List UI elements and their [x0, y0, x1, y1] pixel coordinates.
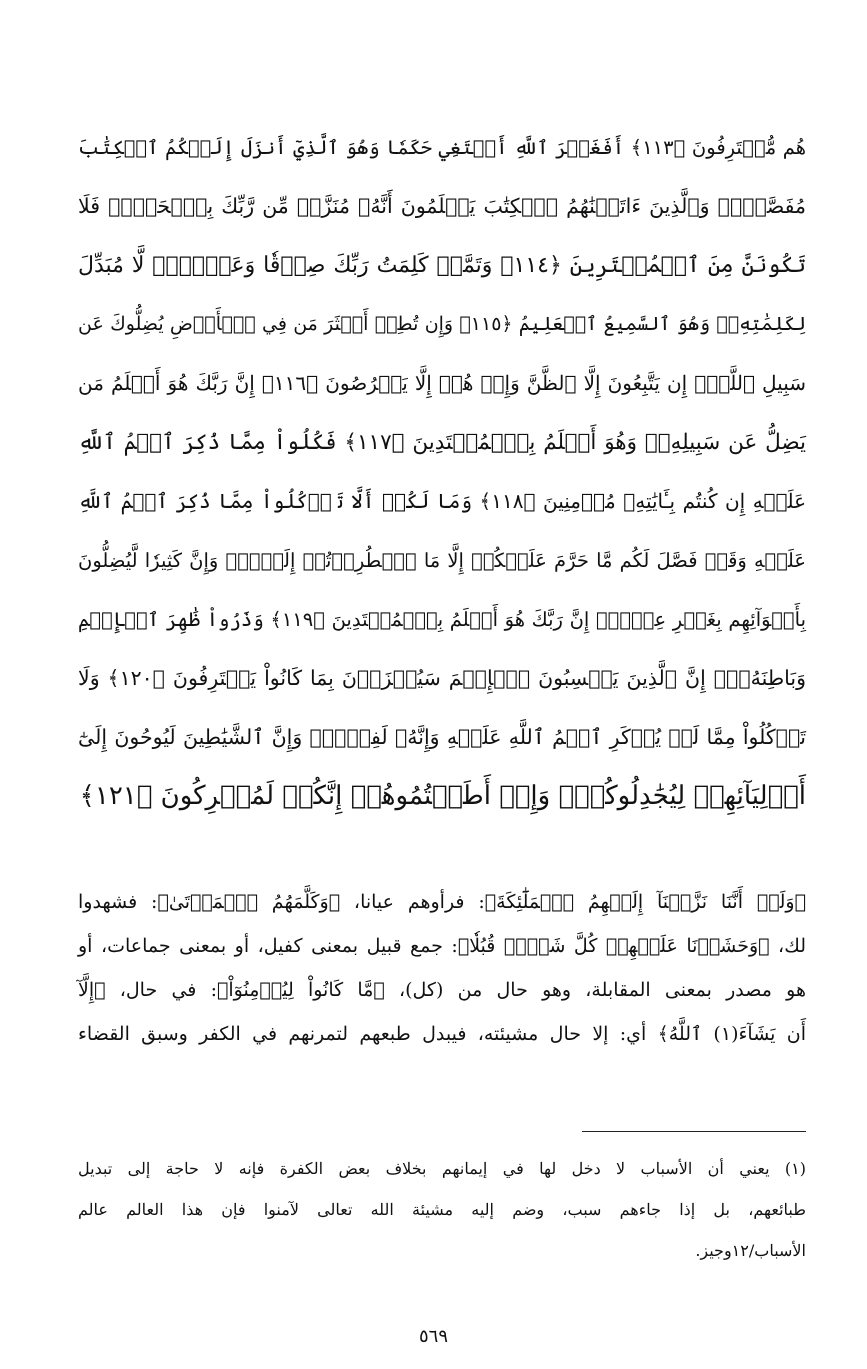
quran-line: مُفَصَّلٗاۚ وَٱلَّذِينَ ءَاتَيۡنَٰهُمُ ٱلۡكِتَٰبَ يَعۡلَمُونَ أَنَّهُۥ مُنَزَّلٞ مِّن رَّبِّكَ بِٱلۡحَقِّۖ فَلَا — [78, 194, 806, 218]
quran-line: عَلَيۡهِ وَقَدۡ فَصَّلَ لَكُم مَّا حَرَّمَ عَلَيۡكُمۡ إِلَّا مَا ٱضۡطُرِرۡتُمۡ إِلَيۡهِۗ وَإِنَّ كَثِيرٗا لَّيُضِلُّونَ — [78, 549, 806, 572]
footnote-line: الأسباب/١٢وجيز. — [695, 1241, 806, 1260]
quran-line: عَلَيۡهِ إِن كُنتُم بِـَٔايَٰتِهِۦ مُؤۡمِنِينَ ﴿١١٨﴾ وَمَا لَكُمۡ أَلَّا تَأۡكُلُواْ مِمَّا ذُكِرَ ٱسۡمُ ٱللَّهِ — [78, 489, 806, 513]
quran-line: تَأۡكُلُواْ مِمَّا لَمۡ يُذۡكَرِ ٱسۡمُ ٱللَّهِ عَلَيۡهِ وَإِنَّهُۥ لَفِسۡقٞۗ وَإِنَّ ٱلشَّيَٰطِينَ لَيُوحُونَ إِلَىٰٓ — [78, 725, 806, 749]
quran-line: يَضِلُّ عَن سَبِيلِهِۦۖ وَهُوَ أَعۡلَمُ بِٱلۡمُهۡتَدِينَ ﴿١١٧﴾ فَكُلُواْ مِمَّا ذُكِرَ ٱسۡمُ ٱللَّهِ — [78, 430, 806, 455]
commentary-line: ﴿وَلَوۡ أَنَّنَا نَزَّلۡنَآ إِلَيۡهِمُ ٱلۡمَلَٰٓئِكَةَ﴾: فرأوهم عيانا، ﴿وَكَلَّمَهُمُ ٱلۡمَوۡتَىٰ﴾: فشهدوا — [78, 891, 806, 913]
commentary-line: هو مصدر بمعنى المقابلة، وهو حال من (كل)، ﴿مَّا كَانُواْ لِيُؤۡمِنُوٓاْ﴾: في حال، ﴿إِلَّآ — [78, 979, 806, 1001]
quran-line: سَبِيلِ ٱللَّهِۚ إِن يَتَّبِعُونَ إِلَّا ٱلظَّنَّ وَإِنۡ هُمۡ إِلَّا يَخۡرُصُونَ ﴿١١٦﴾ إِنَّ رَبَّكَ هُوَ أَعۡلَمُ مَن — [78, 371, 806, 395]
commentary-line: أَن يَشَآءَ(١) ٱللَّهُ﴾ أي: إلا حال مشيئته، فيبدل طبعهم لتمرنهم في الكفر وسبق القضاء — [78, 1023, 806, 1045]
quran-line: هُم مُّقۡتَرِفُونَ ﴿١١٣﴾ أَفَغَيۡرَ ٱللَّهِ أَبۡتَغِي حَكَمٗا وَهُوَ ٱلَّذِيٓ أَنزَلَ إِلَيۡكُمُ ٱلۡكِتَٰبَ — [78, 136, 806, 159]
footnote-separator — [582, 1131, 806, 1132]
quran-line: تَكُونَنَّ مِنَ ٱلۡمُمۡتَرِينَ ﴿١١٤﴾ وَتَمَّتۡ كَلِمَتُ رَبِّكَ صِدۡقٗا وَعَدۡلٗاۚ لَّا مُبَدِّلَ — [78, 253, 806, 278]
footnote-line: (١) يعني أن الأسباب لا دخل لها في إيمانهم بخلاف بعض الكفرة فإنه لا حاجة إلى تبديل — [78, 1159, 806, 1178]
page-number: ٥٦٩ — [418, 1326, 448, 1347]
footnote-line: طبائعهم، بل إذا جاءهم سبب، وضم إليه مشيئة الله تعالى لآمنوا فإن هذا العالم عالم — [78, 1200, 806, 1219]
quran-line: لِكَلِمَٰتِهِۦۚ وَهُوَ ٱلسَّمِيعُ ٱلۡعَلِيمُ ﴿١١٥﴾ وَإِن تُطِعۡ أَكۡثَرَ مَن فِي ٱلۡأَرۡضِ يُضِلُّوكَ عَن — [78, 313, 806, 335]
quran-text-block — [78, 118, 806, 826]
footnotes-block — [78, 1148, 806, 1271]
quran-line: بِأَهۡوَآئِهِم بِغَيۡرِ عِلۡمٍۚ إِنَّ رَبَّكَ هُوَ أَعۡلَمُ بِٱلۡمُعۡتَدِينَ ﴿١١٩﴾ وَذَرُواْ ظَٰهِرَ ٱلۡإِثۡمِ — [78, 608, 806, 631]
commentary-line: لك، ﴿وَحَشَرۡنَا عَلَيۡهِمۡ كُلَّ شَيۡءٖ قُبُلٗا﴾: جمع قبيل بمعنى كفيل، أو بمعنى جماعات، أو — [78, 935, 806, 957]
commentary-block — [78, 880, 806, 1056]
quran-line: أَوۡلِيَآئِهِمۡ لِيُجَٰدِلُوكُمۡۖ وَإِنۡ أَطَعۡتُمُوهُمۡ إِنَّكُمۡ لَمُشۡرِكُونَ ﴿١٢١﴾ — [79, 781, 806, 811]
quran-line: وَبَاطِنَهُۥٓۚ إِنَّ ٱلَّذِينَ يَكۡسِبُونَ ٱلۡإِثۡمَ سَيُجۡزَوۡنَ بِمَا كَانُواْ يَقۡتَرِفُونَ ﴿١٢٠﴾ وَلَا — [78, 666, 807, 690]
